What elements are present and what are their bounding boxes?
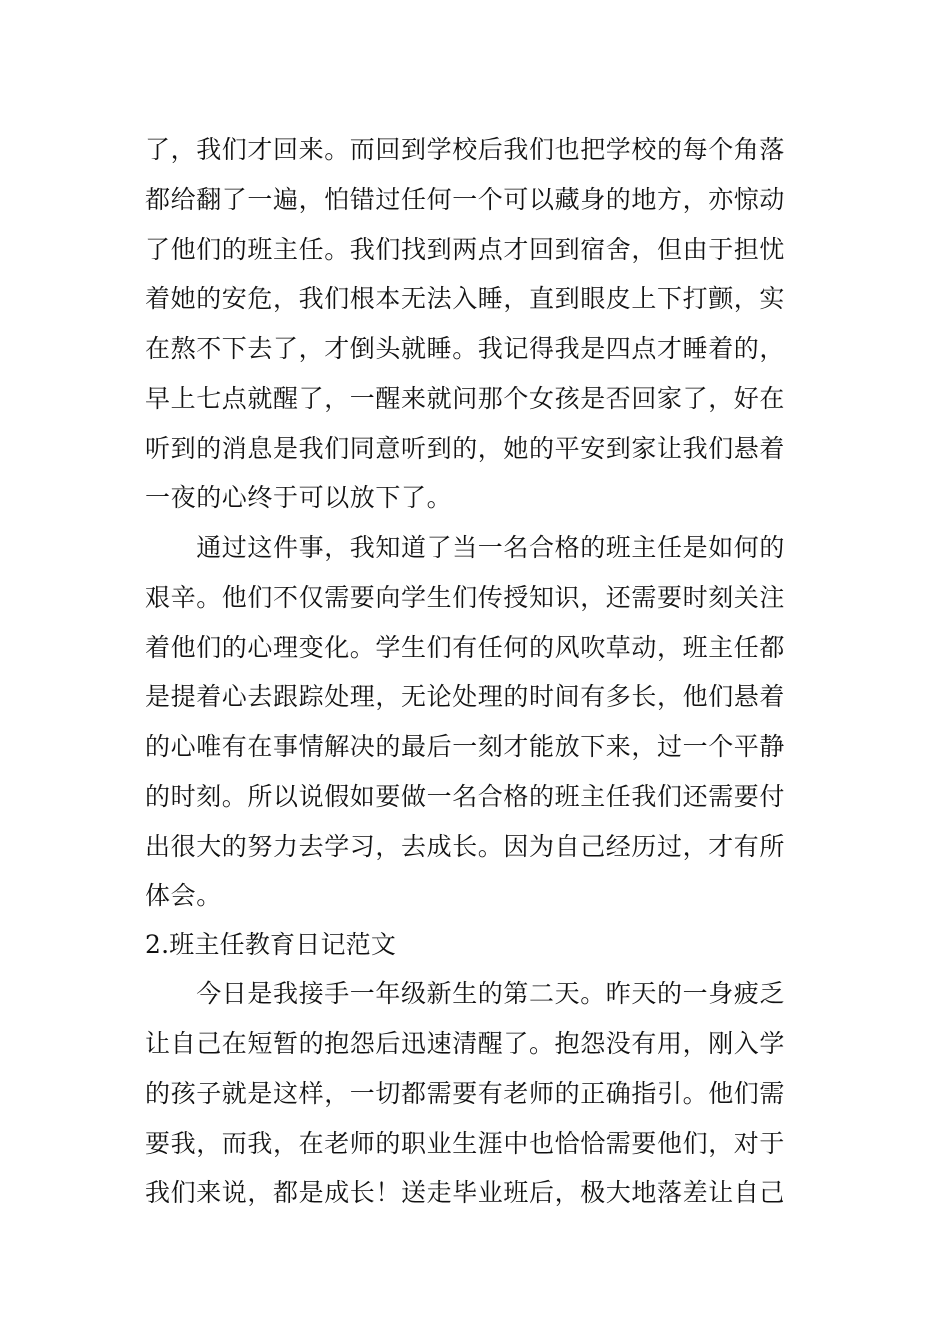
text-line: 出很大的努力去学习，去成长。因为自己经历过，才有所 <box>145 832 786 861</box>
text-line: 的孩子就是这样，一切都需要有老师的正确指引。他们需 <box>145 1079 786 1108</box>
text-line: 的时刻。所以说假如要做一名合格的班主任我们还需要付 <box>145 782 786 811</box>
text-line: 的心唯有在事情解决的最后一刻才能放下来，过一个平静 <box>145 732 786 761</box>
text-line: 今日是我接手一年级新生的第二天。昨天的一身疲乏 <box>145 979 786 1008</box>
text-line: 艰辛。他们不仅需要向学生们传授知识，还需要时刻关注 <box>145 583 786 612</box>
text-line: 着她的安危，我们根本无法入睡，直到眼皮上下打颤，实 <box>145 284 786 313</box>
text-line: 体会。 <box>145 881 222 910</box>
text-line: 我们来说，都是成长！送走毕业班后，极大地落差让自己 <box>145 1178 786 1207</box>
text-line: 在熬不下去了，才倒头就睡。我记得我是四点才睡着的， <box>145 334 786 363</box>
text-line: 听到的消息是我们同意听到的，她的平安到家让我们悬着 <box>145 434 786 463</box>
text-line: 通过这件事，我知道了当一名合格的班主任是如何的 <box>145 533 786 562</box>
text-line: 早上七点就醒了，一醒来就问那个女孩是否回家了，好在 <box>145 384 786 413</box>
text-line: 是提着心去跟踪处理，无论处理的时间有多长，他们悬着 <box>145 682 786 711</box>
text-line: 了他们的班主任。我们找到两点才回到宿舍，但由于担忧 <box>145 235 786 264</box>
text-line: 都给翻了一遍，怕错过任何一个可以藏身的地方，亦惊动 <box>145 185 786 214</box>
text-line: 让自己在短暂的抱怨后迅速清醒了。抱怨没有用，刚入学 <box>145 1029 786 1058</box>
text-line: 一夜的心终于可以放下了。 <box>145 483 453 512</box>
text-line: 了，我们才回来。而回到学校后我们也把学校的每个角落 <box>145 135 786 164</box>
text-line: 要我，而我，在老师的职业生涯中也恰恰需要他们，对于 <box>145 1129 786 1158</box>
text-line: 着他们的心理变化。学生们有任何的风吹草动，班主任都 <box>145 633 786 662</box>
section-heading: 2.班主任教育日记范文 <box>145 930 397 959</box>
